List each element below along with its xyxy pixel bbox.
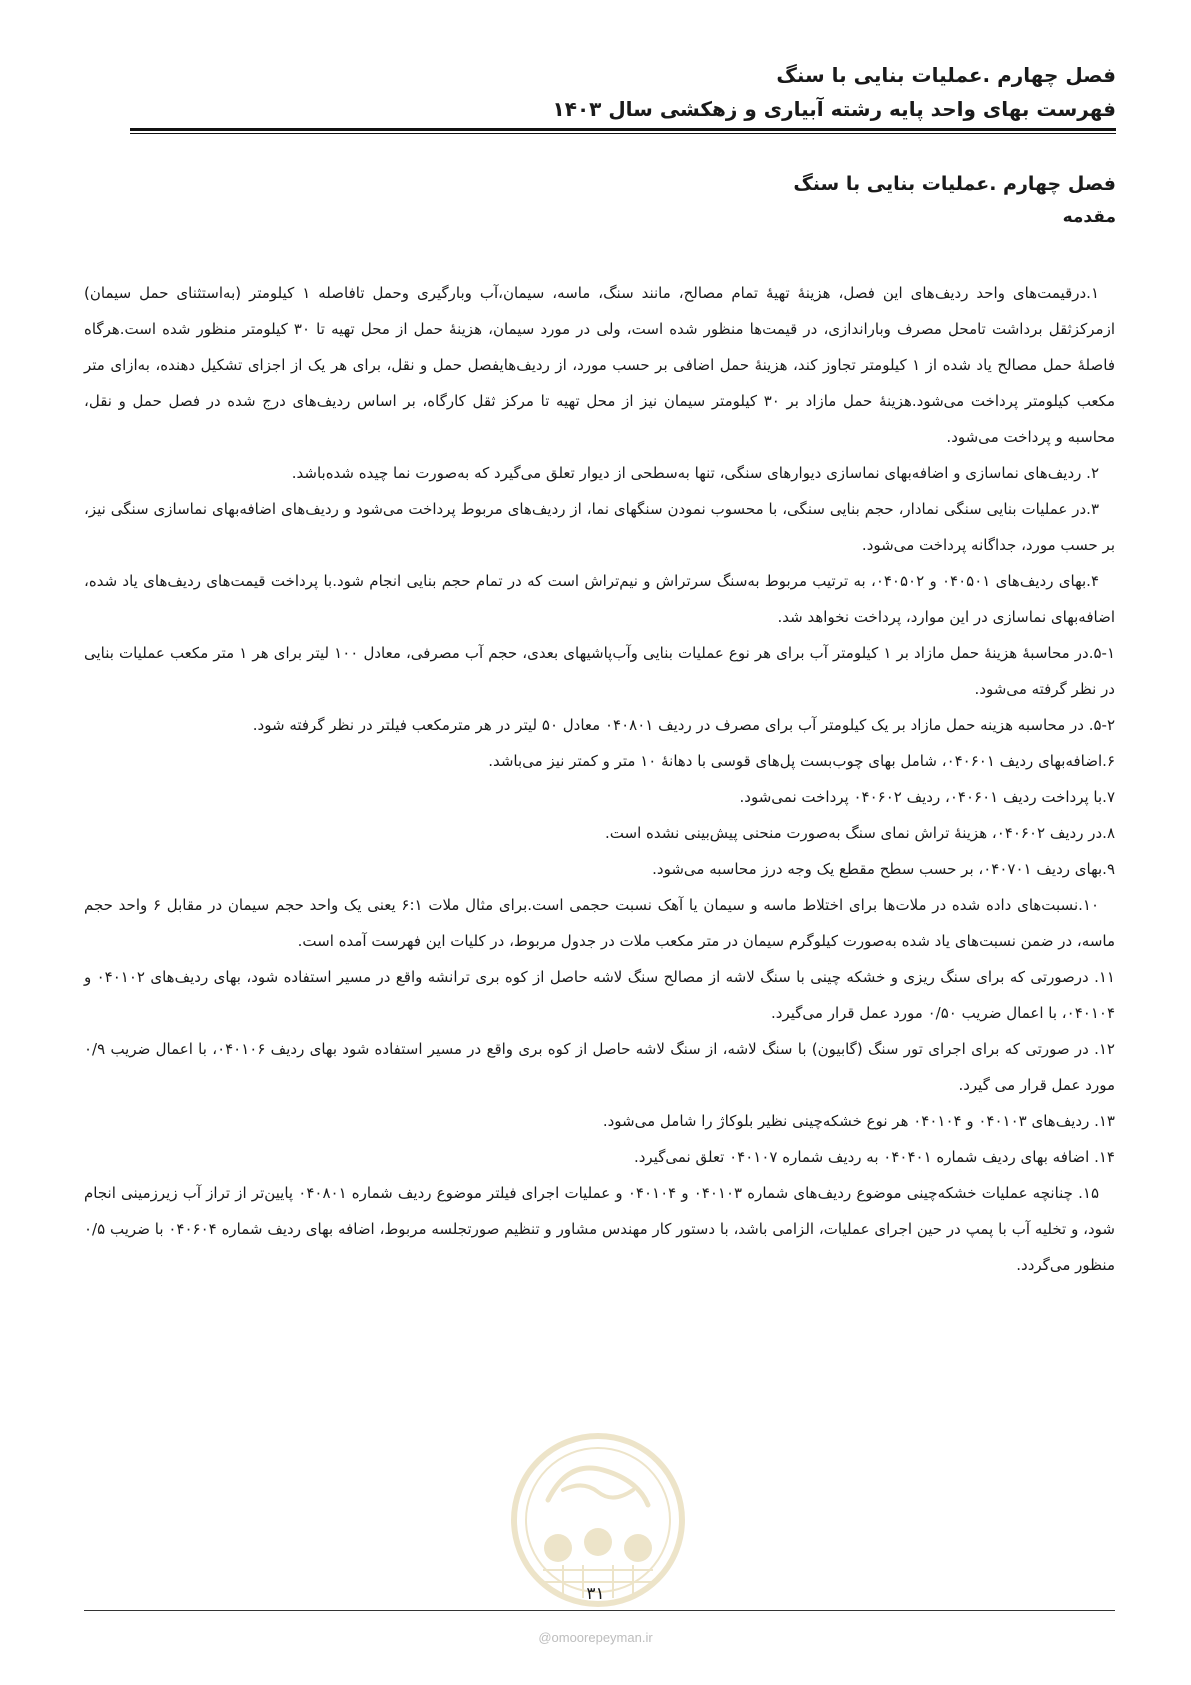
header-document-title: فهرست بهای واحد پایه رشته آبیاری و زهکشی سال ۱۴۰۳ [552,97,1116,121]
body-text [84,275,1115,1283]
paragraph-7: ۷.با پرداخت ردیف ۰۴۰۶۰۱، ردیف ۰۴۰۶۰۲ پرداخت نمی‌شود. [739,788,1115,806]
paragraph-13: ۱۳. ردیف‌های ۰۴۰۱۰۳ و ۰۴۰۱۰۴ هر نوع خشکه‌چینی نظیر بلوکاژ را شامل می‌شود. [602,1112,1115,1130]
header-chapter-title: فصل چهارم .عملیات بنایی با سنگ [776,63,1116,87]
paragraph-15: ۱۵. چنانچه عملیات خشکه‌چینی موضوع ردیف‌های شماره ۰۴۰۱۰۳ و ۰۴۰۱۰۴ و عملیات اجرای فیلتر موضوع ردیف شماره ۰۴۰۸۰۱ پایین‌تر از تراز آب زیرزمینی انجام شود، و تخلیه آب با پمپ در حین اجرای عملیات، الزامی باشد، با دستور کار مهندس مشاور و تنظیم صورتجلسه مربوط، اضافه بهای ردیف شماره ۰۴۰۶۰۴ با ضریب ۰/۵ منظور می‌گردد. [84,1184,1115,1274]
paragraph-5-2: ۵-۲. در محاسبه هزینه حمل مازاد بر یک کیلومتر آب برای مصرف در ردیف ۰۴۰۸۰۱ معادل ۵۰ لیتر در هر مترمکعب فیلتر در نظر گرفته شود. [252,716,1115,734]
paragraph-9: ۹.بهای ردیف ۰۴۰۷۰۱، بر حسب سطح مقطع یک وجه درز محاسبه می‌شود. [652,860,1115,878]
paragraph-1: ۱.درقیمت‌های واحد ردیف‌های این فصل، هزینهٔ تهیهٔ تمام مصالح، مانند سنگ، ماسه، سیمان،آب وبارگیری وحمل تافاصله ۱ کیلومتر (به‌استثنای حمل سیمان) ازمرکزثقل برداشت تامحل مصرف وباراندازی، در قیمت‌ها منظور شده است، ولی در مورد سیمان، هزینهٔ حمل از محل تهیه تا ۳۰ کیلومتر منظور شده است.هرگاه فاصلهٔ حمل مصالح یاد شده از ۱ کیلومتر تجاوز کند، هزینهٔ حمل اضافی بر حسب مورد، از ردیف‌هایفصل حمل و نقل، برای هر یک از اجزای تشکیل دهنده، به‌ازای متر مکعب کیلومتر پرداخت می‌شود.هزینهٔ حمل مازاد بر ۳۰ کیلومتر سیمان نیز از محل تهیه تا مرکز ثقل کارگاه، بر اساس ردیف‌های درج شده در فصل حمل و نقل، محاسبه و پرداخت می‌شود. [84,284,1115,446]
paragraph-2: ۲. ردیف‌های نماسازی و اضافه‌بهای نماسازی دیوارهای سنگی، تنها به‌سطحی از دیوار تعلق می‌گیرد که به‌صورت نما چیده شده‌باشد. [291,464,1099,482]
page-number: ۳۱ [586,1584,605,1604]
paragraph-8: ۸.در ردیف ۰۴۰۶۰۲، هزینهٔ تراش نمای سنگ به‌صورت منحنی پیش‌بینی نشده است. [605,824,1115,842]
section-subtitle: مقدمه [1062,207,1116,227]
header-divider-thick [130,128,1116,131]
paragraph-5-1: ۵-۱.در محاسبهٔ هزینهٔ حمل مازاد بر ۱ کیلومتر آب برای هر نوع عملیات بنایی وآب‌پاشیهای بعدی، حجم آب مصرفی، معادل ۱۰۰ لیتر برای هر ۱ متر مکعب عملیات بنایی در نظر گرفته می‌شود. [84,644,1115,698]
paragraph-10: ۱۰.نسبت‌های داده شده در ملات‌ها برای اختلاط ماسه و سیمان یا آهک نسبت حجمی است.برای مثال ملات ۶:۱ یعنی یک واحد حجم سیمان در مقابل ۶ واحد حجم ماسه، در ضمن نسبت‌های یاد شده به‌صورت کیلوگرم سیمان در متر مکعب ملات در جدول مربوط، در کلیات این فهرست آمده است. [84,896,1115,950]
footer-divider [84,1610,1115,1611]
paragraph-12: ۱۲. در صورتی که برای اجرای تور سنگ (گابیون) با سنگ لاشه، از سنگ لاشه حاصل از کوه بری واقع در مسیر استفاده شود بهای ردیف ۰۴۰۱۰۶، با اعمال ضریب ۰/۹ مورد عمل قرار می گیرد. [84,1040,1115,1094]
section-title: فصل چهارم .عملیات بنایی با سنگ [793,173,1116,195]
header-divider-thin [130,133,1116,134]
paragraph-14: ۱۴. اضافه بهای ردیف شماره ۰۴۰۴۰۱ به ردیف شماره ۰۴۰۱۰۷ تعلق نمی‌گیرد. [633,1148,1115,1166]
paragraph-11: ۱۱. درصورتی که برای سنگ ریزی و خشکه چینی با سنگ لاشه از مصالح سنگ لاشه حاصل از کوه بری ترانشه واقع در مسیر استفاده شود، بهای ردیف‌های ۰۴۰۱۰۲ و ۰۴۰۱۰۴، با اعمال ضریب ۰/۵۰ مورد عمل قرار می‌گیرد. [84,968,1115,1022]
watermark-text: @omoorepeyman.ir [538,1630,653,1645]
paragraph-3: ۳.در عملیات بنایی سنگی نمادار، حجم بنایی سنگی، با محسوب نمودن سنگهای نما، از ردیف‌های مربوط پرداخت می‌شود و ردیف‌های اضافه‌بهای نماسازی سنگی نیز، بر حسب مورد، جداگانه پرداخت می‌شود. [84,500,1115,554]
paragraph-6: ۶.اضافه‌بهای ردیف ۰۴۰۶۰۱، شامل بهای چوب‌بست پل‌های قوسی با دهانهٔ ۱۰ متر و کمتر نیز می‌باشد. [488,752,1115,770]
page-header [130,58,1116,126]
paragraph-4: ۴.بهای ردیف‌های ۰۴۰۵۰۱ و ۰۴۰۵۰۲، به ترتیب مربوط به‌سنگ سرتراش و نیم‌تراش است که در تمام حجم بنایی انجام شود.با پرداخت قیمت‌های ردیف‌های یاد شده، اضافه‌بهای نماسازی در این موارد، پرداخت نخواهد شد. [84,572,1115,626]
